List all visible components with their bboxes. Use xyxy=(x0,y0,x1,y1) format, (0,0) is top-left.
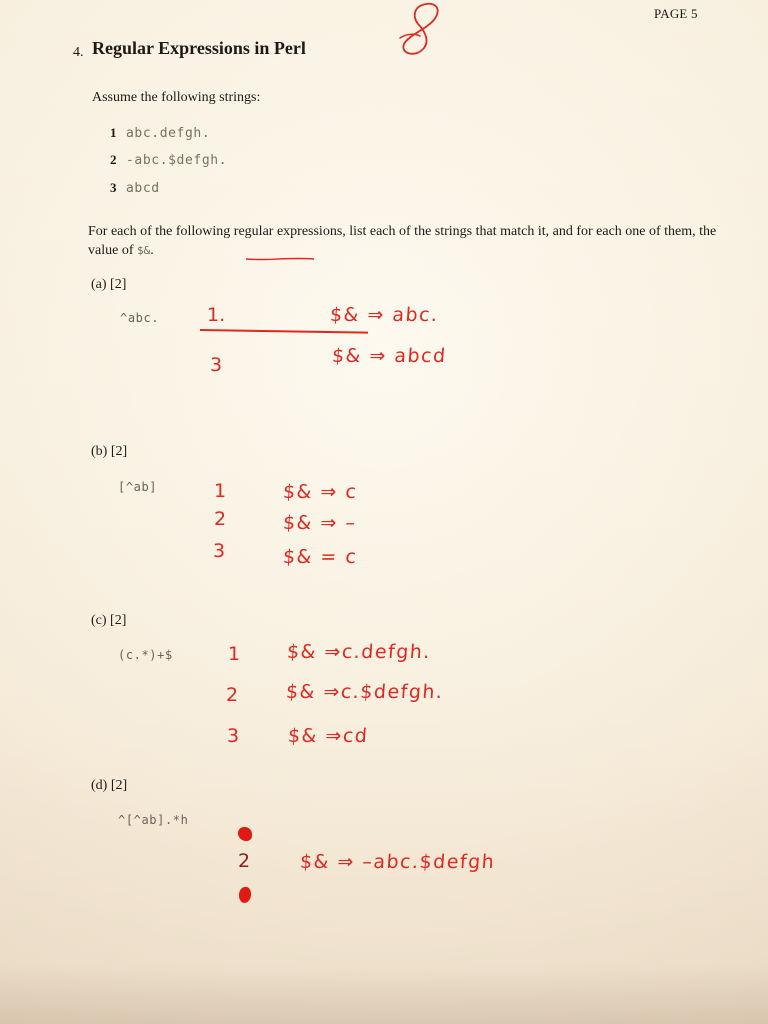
string-number: 3 xyxy=(110,180,117,195)
answer-c-2-num: 2 xyxy=(226,684,239,706)
answer-c-2-text: $& ⇒c.$defgh. xyxy=(285,681,445,703)
string-item-1 xyxy=(110,125,210,141)
answer-b-2-num: 2 xyxy=(214,508,227,530)
answer-b-2-text: $& ⇒ – xyxy=(282,512,358,534)
instructions-end: . xyxy=(150,243,154,258)
answer-c-3-num: 3 xyxy=(227,725,240,747)
answer-b-3-num: 3 xyxy=(213,540,226,562)
question-a-label: (a) [2] xyxy=(91,277,127,292)
answer-a-2-num: 3 xyxy=(210,354,223,376)
string-item-2 xyxy=(110,152,227,168)
instructions xyxy=(88,222,720,260)
question-b-regex: [^ab] xyxy=(118,480,158,494)
instructions-text: For each of the following regular expressions, list each of the strings that match it, and for each one of them, the value of xyxy=(88,224,717,258)
question-a-regex: ^abc. xyxy=(120,311,160,325)
grade-mark xyxy=(398,0,448,60)
answer-b-1-text: $& ⇒ c xyxy=(282,481,359,503)
dollar-amp-code: $& xyxy=(136,244,151,257)
question-c-label: (c) [2] xyxy=(91,613,127,628)
string-value: abcd xyxy=(126,181,160,196)
question-d-regex: ^[^ab].*h xyxy=(118,813,189,827)
page-number: PAGE 5 xyxy=(654,6,698,21)
answer-c-1-num: 1 xyxy=(228,643,241,665)
answer-d-1-text: $& ⇒ –abc.$defgh xyxy=(299,851,497,873)
intro-text: Assume the following strings: xyxy=(92,90,261,105)
answer-c-1-text: $& ⇒c.defgh. xyxy=(286,641,432,663)
string-number: 1 xyxy=(110,125,117,140)
answer-b-1-num: 1 xyxy=(214,480,227,502)
question-b-label: (b) [2] xyxy=(91,444,128,459)
string-value: -abc.$defgh. xyxy=(126,153,228,168)
answer-b-3-text: $& = c xyxy=(282,546,359,568)
answer-a-1-num: 1. xyxy=(207,304,226,326)
answer-a-1-text: $& ⇒ abc. xyxy=(329,304,440,326)
string-item-3 xyxy=(110,180,160,196)
question-d-label: (d) [2] xyxy=(91,778,128,793)
answer-a-2-text: $& ⇒ abcd xyxy=(331,345,448,367)
answer-d-1-num: 2 xyxy=(238,850,251,872)
string-number: 2 xyxy=(110,152,117,167)
ink-blot xyxy=(238,827,252,841)
section-title: Regular Expressions in Perl xyxy=(92,38,306,58)
answer-c-3-text: $& ⇒cd xyxy=(287,725,370,747)
question-c-regex: (c.*)+$ xyxy=(118,648,173,662)
value-underline xyxy=(245,256,315,262)
section-number: 4. xyxy=(73,45,84,60)
string-value: abc.defgh. xyxy=(126,126,211,141)
